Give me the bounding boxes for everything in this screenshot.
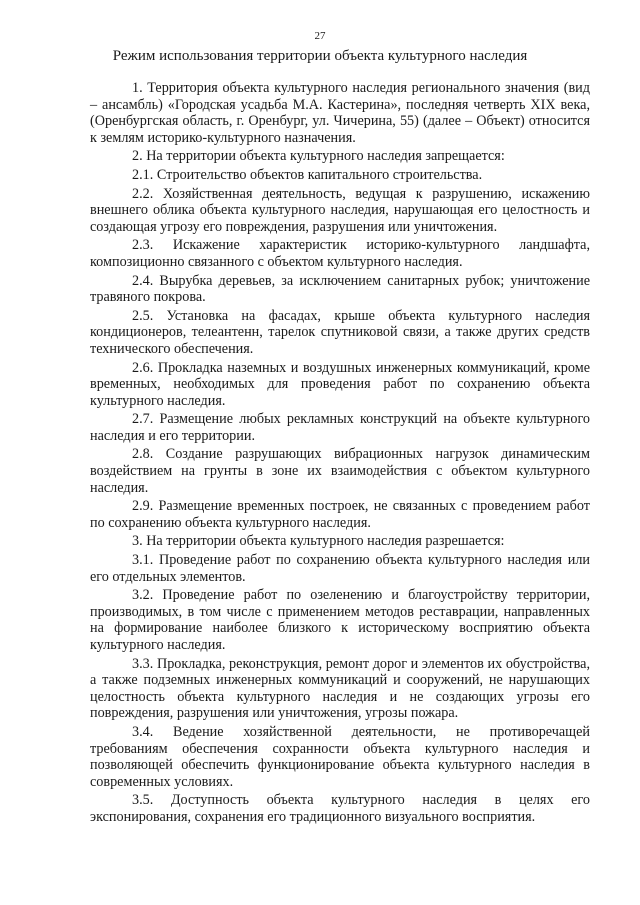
paragraph-2-3: 2.3. Искажение характеристик историко-культурного ландшафта, композиционно связанного с объектом культурного наследия.	[90, 237, 590, 270]
page-title: Режим использования территории объекта культурного наследия	[112, 48, 528, 64]
paragraph-2-7: 2.7. Размещение любых рекламных конструкций на объекте культурного наследия и его территории.	[90, 411, 590, 444]
paragraph-3-1: 3.1. Проведение работ по сохранению объекта культурного наследия или его отдельных элементов.	[90, 552, 590, 585]
paragraph-2: 2. На территории объекта культурного наследия запрещается:	[132, 148, 505, 165]
paragraph-3-5: 3.5. Доступность объекта культурного наследия в целях его экспонирования, сохранения его традиционного визуального восприятия.	[90, 792, 590, 825]
paragraph-2-2: 2.2. Хозяйственная деятельность, ведущая к разрушению, искажению внешнего облика объекта культурного наследия, нарушающая его целостность и создающая угрозу его повреждения, разрушения или уничтожения.	[90, 185, 590, 235]
page-number: 27	[314, 30, 326, 42]
paragraph-2-6: 2.6. Прокладка наземных и воздушных инженерных коммуникаций, кроме временных, необходимых для проведения работ по сохранению объекта культурного наследия.	[90, 359, 590, 409]
paragraph-2-8: 2.8. Создание разрушающих вибрационных нагрузок динамическим воздействием на грунты в зоне их взаимодействия с объектом культурного наследия.	[90, 446, 590, 496]
paragraph-3-4: 3.4. Ведение хозяйственной деятельности, не противоречащей требованиям обеспечения сохранности объекта культурного наследия и позволяющей обеспечить функционирование объекта культурного наследия в современных условиях.	[90, 723, 590, 790]
paragraph-3-2: 3.2. Проведение работ по озеленению и благоустройству территории, производимых, в том числе с применением методов реставрации, направленных на формирование наиболее близкого к историческому восприятию объекта культурного наследия.	[90, 587, 590, 653]
paragraph-2-5: 2.5. Установка на фасадах, крыше объекта культурного наследия кондиционеров, телеантенн, тарелок спутниковой связи, а также других средств технического обеспечения.	[90, 307, 590, 357]
paragraph-2-4: 2.4. Вырубка деревьев, за исключением санитарных рубок; уничтожение травяного покрова.	[90, 272, 590, 306]
paragraph-3: 3. На территории объекта культурного наследия разрешается:	[132, 533, 505, 550]
paragraph-1: 1. Территория объекта культурного наследия регионального значения (вид – ансамбль) «Городская усадьба М.А. Кастерина», последняя четверть XIX века, (Оренбургская область, г. Оренбург, ул. Чичерина, 55) (далее – Объект) относится к землям историко-культурного назначения.	[90, 80, 590, 146]
paragraph-2-1: 2.1. Строительство объектов капитального строительства.	[132, 166, 483, 183]
document-body	[90, 80, 590, 828]
paragraph-2-9: 2.9. Размещение временных построек, не связанных с проведением работ по сохранению объекта культурного наследия.	[90, 498, 590, 531]
paragraph-3-3: 3.3. Прокладка, реконструкция, ремонт дорог и элементов их обустройства, а также подземных инженерных коммуникаций и сооружений, не нарушающих целостность объекта культурного наследия и не создающих угрозы его повреждения, разрушения или уничтожения, угрозы пожара.	[90, 655, 590, 722]
